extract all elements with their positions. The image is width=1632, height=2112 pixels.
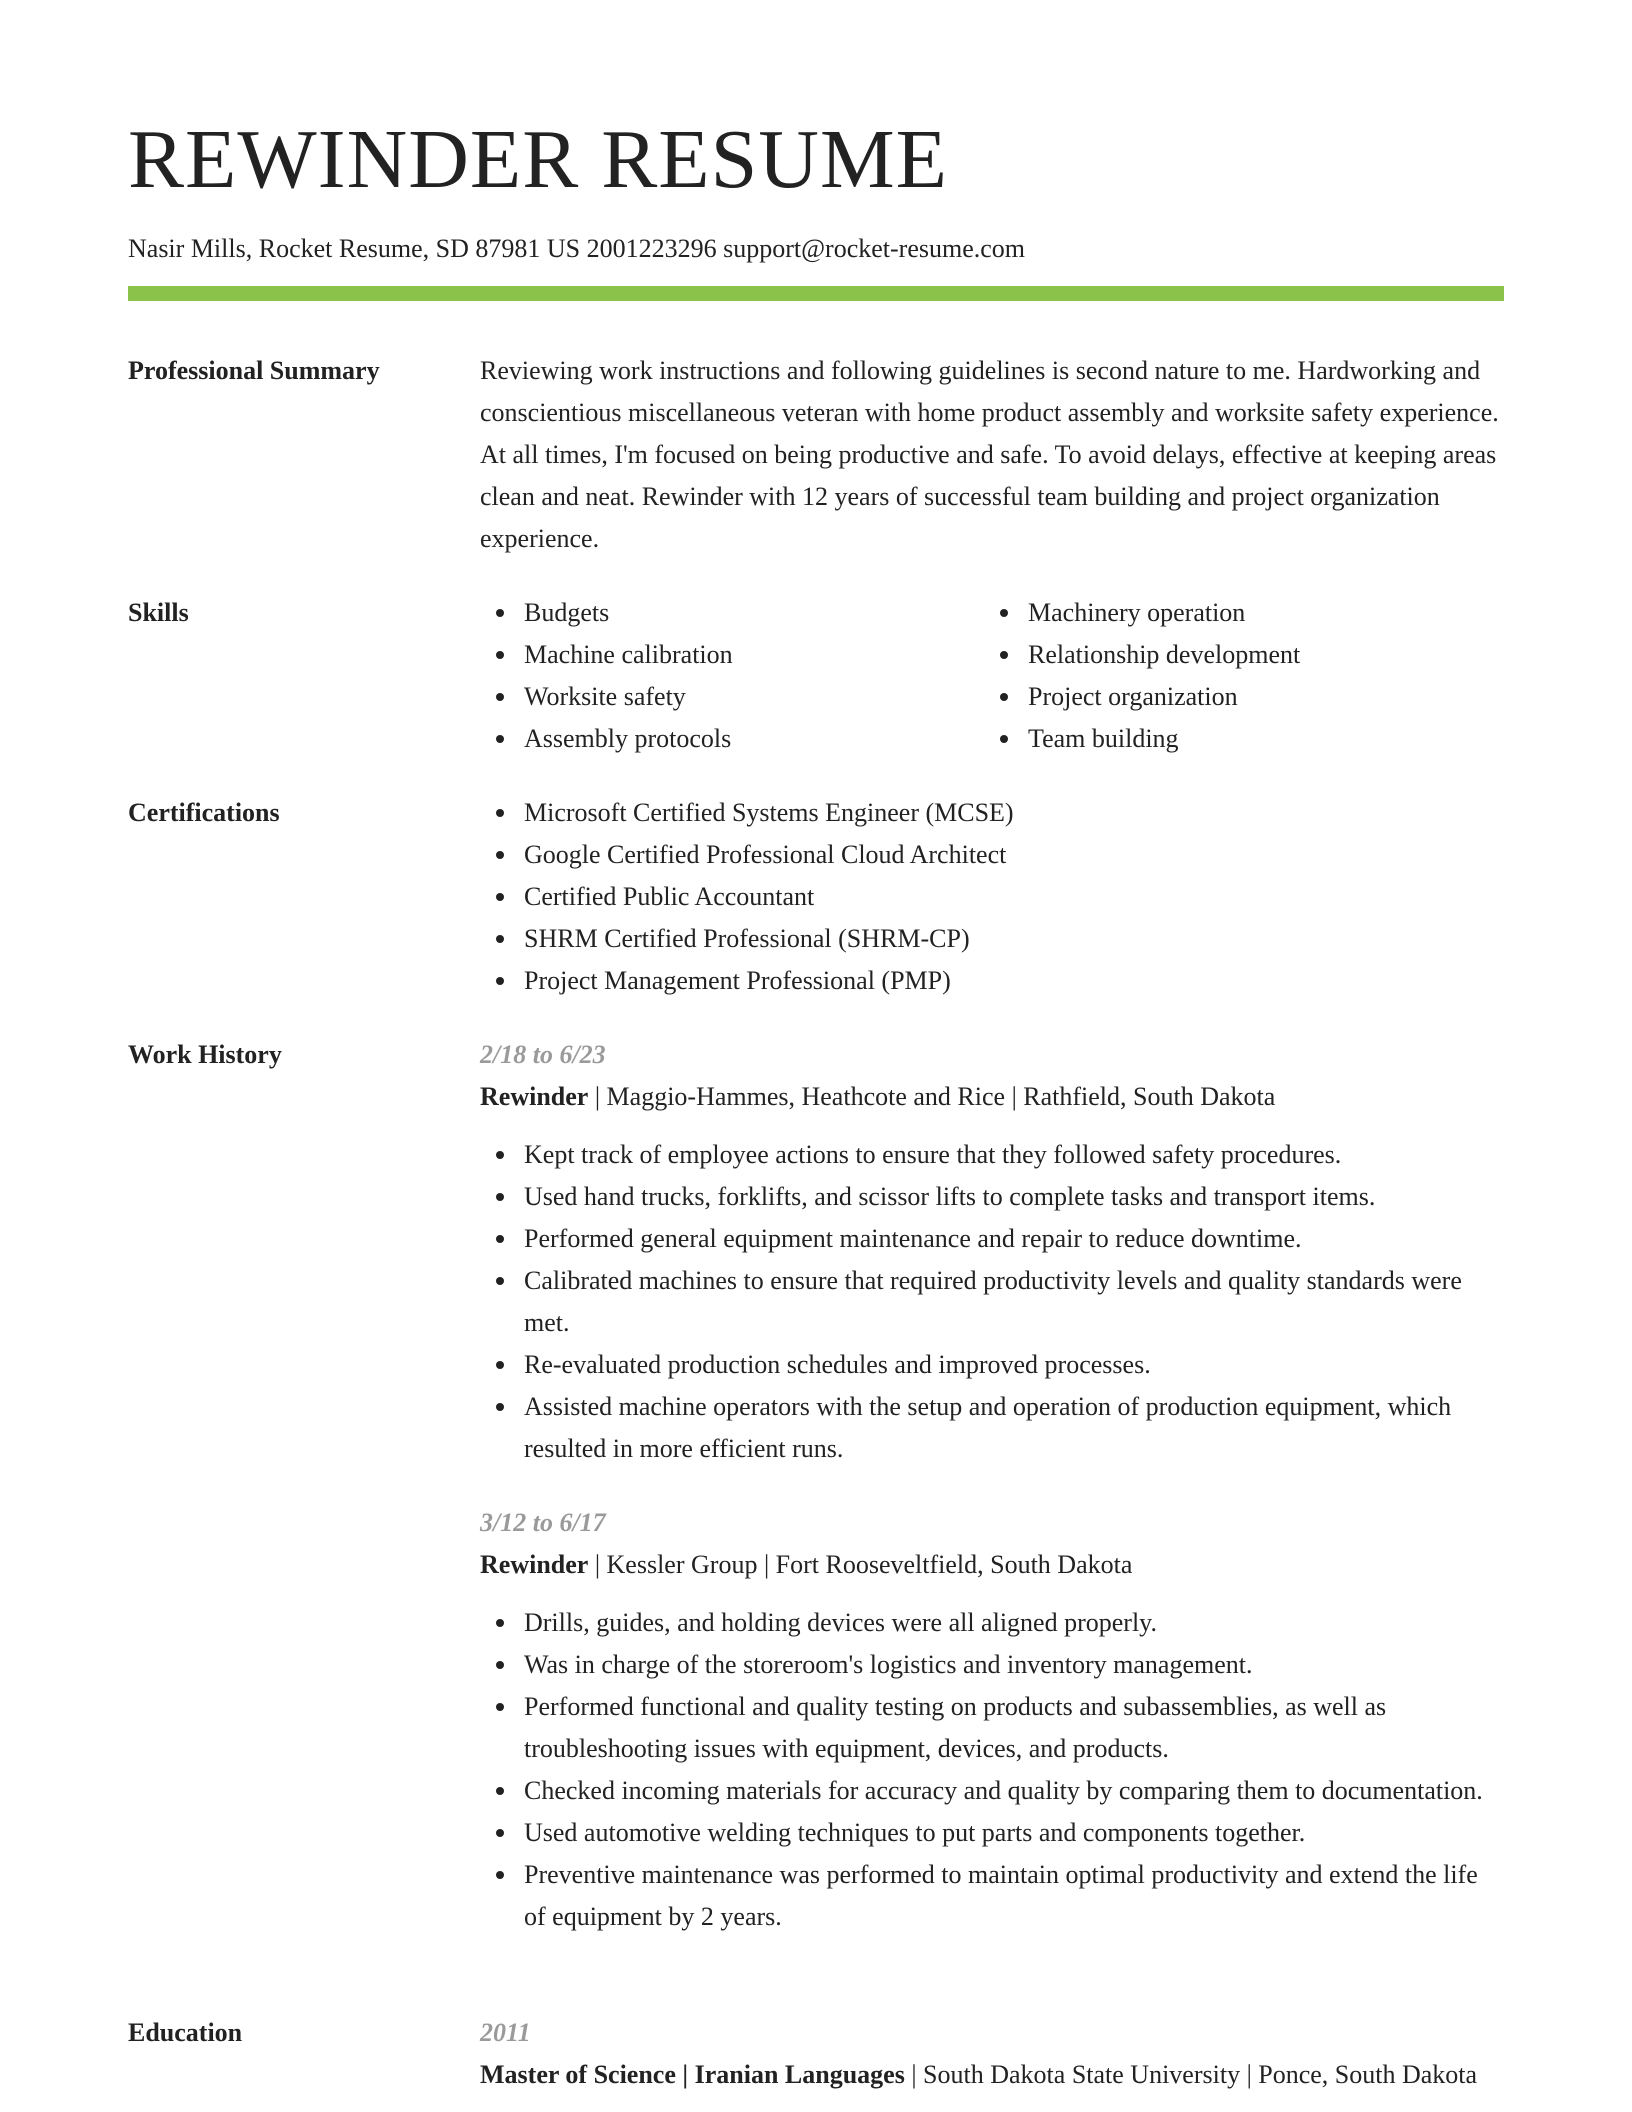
- job-title: Rewinder: [480, 1550, 589, 1579]
- job-duty: Kept track of employee actions to ensure that they followed safety procedures.: [480, 1134, 1504, 1176]
- skills-heading: Skills: [128, 598, 189, 627]
- job-duty: Performed general equipment maintenance and repair to reduce downtime.: [480, 1218, 1504, 1260]
- job-employer-location: | Maggio-Hammes, Heathcote and Rice | Rathfield, South Dakota: [588, 1082, 1276, 1111]
- job-duty: Was in charge of the storeroom's logistics and inventory management.: [480, 1644, 1504, 1686]
- job-duties-list: [480, 1602, 1504, 1938]
- certification-item: Microsoft Certified Systems Engineer (MCSE): [480, 792, 1504, 834]
- skill-item: Assembly protocols: [480, 718, 984, 760]
- skill-item: Machine calibration: [480, 634, 984, 676]
- school-location: | South Dakota State University | Ponce, South Dakota: [904, 2060, 1478, 2089]
- skill-item: Relationship development: [984, 634, 1488, 676]
- summary-heading: Professional Summary: [128, 356, 380, 385]
- job-title: Rewinder: [480, 1082, 589, 1111]
- summary-text: Reviewing work instructions and following guidelines is second nature to me. Hardworking and conscientious miscellaneous veteran with home product assembly and worksite safety experience. At all times, I'm focused on being productive and safe. To avoid delays, effective at keeping areas clean and neat. Rewinder with 12 years of successful team building and project organization experience.: [480, 356, 1499, 553]
- job-employer-location: | Kessler Group | Fort Rooseveltfield, South Dakota: [588, 1550, 1133, 1579]
- job-duty: Drills, guides, and holding devices were all aligned properly.: [480, 1602, 1504, 1644]
- job-heading: [480, 1076, 1504, 1118]
- skill-item: Machinery operation: [984, 592, 1488, 634]
- job-duty: Calibrated machines to ensure that required productivity levels and quality standards were met.: [480, 1260, 1504, 1344]
- job-entry: [480, 1034, 1504, 1470]
- contact-line: Nasir Mills, Rocket Resume, SD 87981 US 2001223296 support@rocket-resume.com: [128, 234, 1026, 263]
- job-duty: Used hand trucks, forklifts, and scissor lifts to complete tasks and transport items.: [480, 1176, 1504, 1218]
- skills-list-right: [984, 592, 1488, 760]
- certification-item: Certified Public Accountant: [480, 876, 1504, 918]
- certification-item: Google Certified Professional Cloud Architect: [480, 834, 1504, 876]
- job-duty: Checked incoming materials for accuracy and quality by comparing them to documentation.: [480, 1770, 1504, 1812]
- job-dates: 2/18 to 6/23: [480, 1040, 606, 1069]
- education-heading-line: [480, 2054, 1504, 2096]
- job-duty: Re-evaluated production schedules and improved processes.: [480, 1344, 1504, 1386]
- certification-item: SHRM Certified Professional (SHRM-CP): [480, 918, 1504, 960]
- skill-item: Budgets: [480, 592, 984, 634]
- certifications-heading: Certifications: [128, 798, 280, 827]
- certification-item: Project Management Professional (PMP): [480, 960, 1504, 1002]
- degree-title: Master of Science | Iranian Languages: [480, 2060, 905, 2089]
- job-duty: Assisted machine operators with the setup and operation of production equipment, which resulted in more efficient runs.: [480, 1386, 1504, 1470]
- job-heading: [480, 1544, 1504, 1586]
- job-entry: [480, 1502, 1504, 1938]
- header-divider: [128, 286, 1504, 301]
- skills-list-left: [480, 592, 984, 760]
- certifications-list: [480, 792, 1504, 1002]
- job-dates: 3/12 to 6/17: [480, 1508, 606, 1537]
- job-duties-list: [480, 1134, 1504, 1470]
- resume-title: REWINDER RESUME: [128, 113, 948, 206]
- skill-item: Project organization: [984, 676, 1488, 718]
- work-history-heading: Work History: [128, 1040, 282, 1069]
- skill-item: Worksite safety: [480, 676, 984, 718]
- skill-item: Team building: [984, 718, 1488, 760]
- job-duty: Preventive maintenance was performed to maintain optimal productivity and extend the life of equipment by 2 years.: [480, 1854, 1504, 1938]
- education-heading: Education: [128, 2018, 243, 2047]
- education-year: 2011: [480, 2018, 531, 2047]
- job-duty: Used automotive welding techniques to put parts and components together.: [480, 1812, 1504, 1854]
- job-duty: Performed functional and quality testing on products and subassemblies, as well as troubleshooting issues with equipment, devices, and products.: [480, 1686, 1504, 1770]
